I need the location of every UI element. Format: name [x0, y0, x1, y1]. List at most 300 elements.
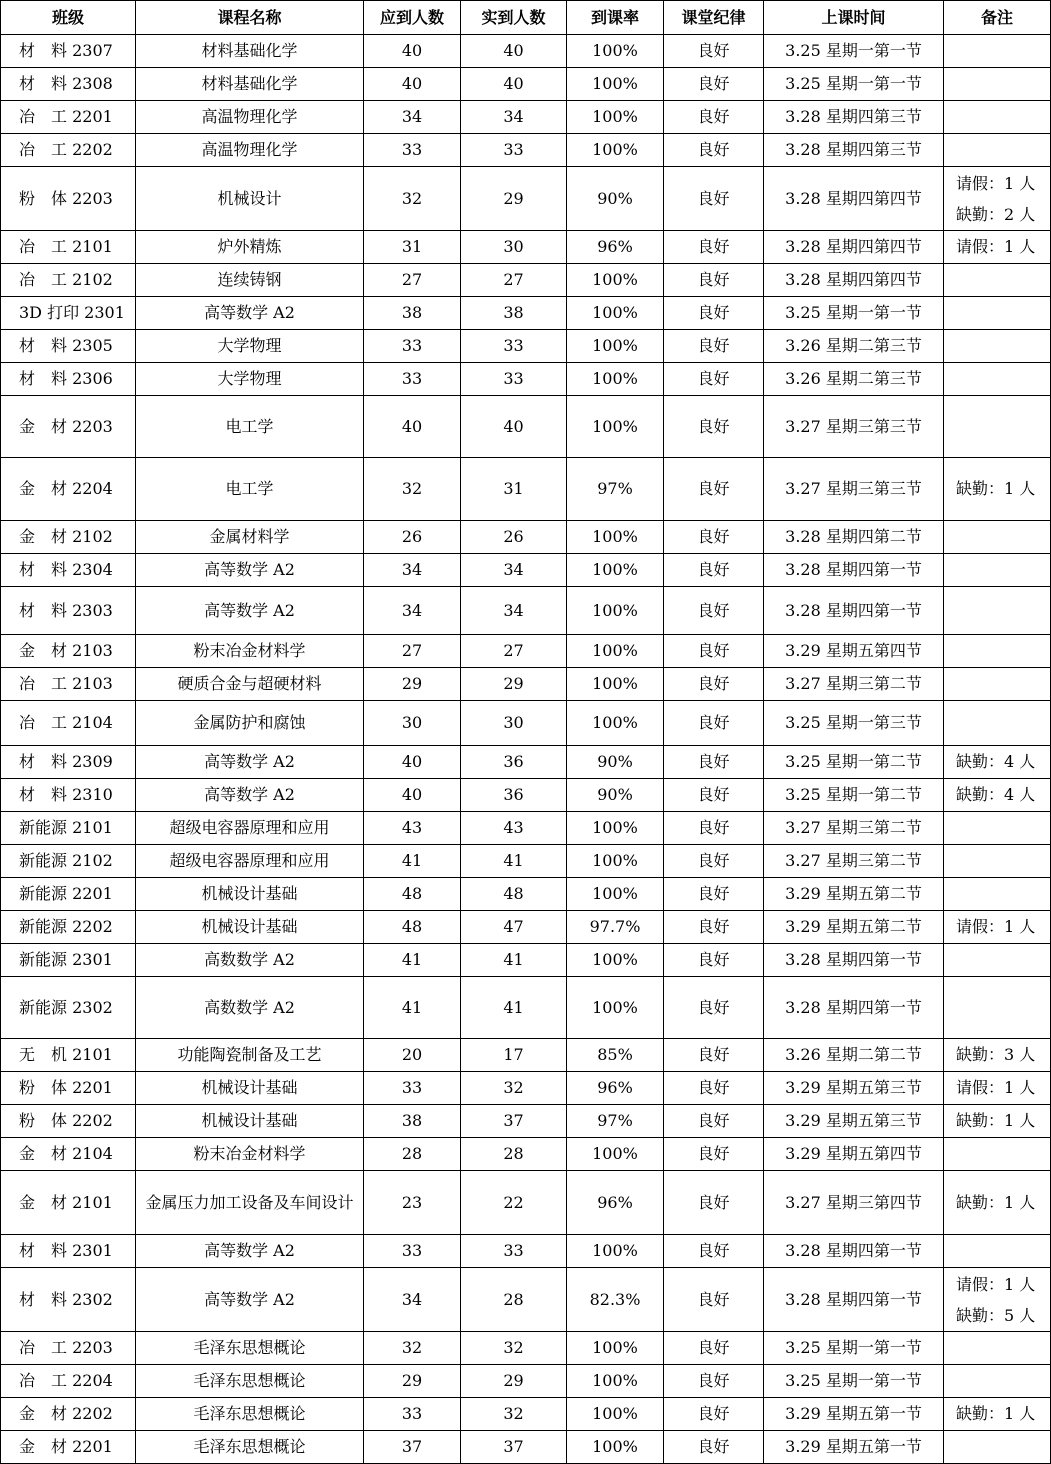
- header-rate: 到课率: [567, 1, 664, 35]
- cell-time: 3.29 星期五第二节: [764, 878, 944, 911]
- cell-expected: 27: [364, 264, 461, 297]
- cell-discipline: 良好: [664, 1105, 764, 1138]
- cell-expected: 32: [364, 458, 461, 521]
- cell-actual: 38: [461, 297, 567, 330]
- cell-expected: 41: [364, 944, 461, 977]
- cell-course: 炉外精炼: [136, 231, 364, 264]
- cell-discipline: 良好: [664, 845, 764, 878]
- cell-discipline: 良好: [664, 1398, 764, 1431]
- cell-course: 电工学: [136, 458, 364, 521]
- cell-note: [944, 330, 1051, 363]
- cell-discipline: 良好: [664, 1072, 764, 1105]
- cell-class: 材 料 2309: [1, 746, 136, 779]
- cell-note: [944, 668, 1051, 701]
- cell-class: 冶 工 2204: [1, 1365, 136, 1398]
- cell-actual: 32: [461, 1072, 567, 1105]
- cell-note: [944, 701, 1051, 746]
- cell-expected: 30: [364, 701, 461, 746]
- cell-discipline: 良好: [664, 1332, 764, 1365]
- cell-class: 新能源 2202: [1, 911, 136, 944]
- cell-course: 高数数学 A2: [136, 977, 364, 1039]
- cell-actual: 30: [461, 701, 567, 746]
- cell-class: 冶 工 2101: [1, 231, 136, 264]
- cell-time: 3.25 星期一第一节: [764, 1332, 944, 1365]
- cell-rate: 100%: [567, 1235, 664, 1268]
- cell-note: [944, 68, 1051, 101]
- cell-actual: 34: [461, 554, 567, 587]
- cell-class: 粉 体 2202: [1, 1105, 136, 1138]
- cell-rate: 90%: [567, 779, 664, 812]
- cell-note: 缺勤：4 人: [944, 746, 1051, 779]
- table-row: [1, 134, 1051, 167]
- cell-class: 冶 工 2104: [1, 701, 136, 746]
- cell-rate: 100%: [567, 812, 664, 845]
- cell-class: 冶 工 2201: [1, 101, 136, 134]
- cell-expected: 32: [364, 1332, 461, 1365]
- cell-expected: 40: [364, 35, 461, 68]
- cell-time: 3.28 星期四第一节: [764, 587, 944, 635]
- table-row: [1, 521, 1051, 554]
- header-expected: 应到人数: [364, 1, 461, 35]
- cell-time: 3.28 星期四第三节: [764, 134, 944, 167]
- table-row: [1, 977, 1051, 1039]
- cell-course: 粉末冶金材料学: [136, 635, 364, 668]
- cell-rate: 100%: [567, 134, 664, 167]
- table-row: [1, 1268, 1051, 1332]
- table-row: [1, 1332, 1051, 1365]
- cell-discipline: 良好: [664, 396, 764, 458]
- cell-note: 缺勤：1 人: [944, 1171, 1051, 1235]
- cell-actual: 34: [461, 587, 567, 635]
- cell-discipline: 良好: [664, 521, 764, 554]
- table-row: [1, 1138, 1051, 1171]
- cell-course: 机械设计: [136, 167, 364, 231]
- cell-course: 高等数学 A2: [136, 587, 364, 635]
- cell-course: 高等数学 A2: [136, 1235, 364, 1268]
- cell-class: 材 料 2308: [1, 68, 136, 101]
- cell-expected: 27: [364, 635, 461, 668]
- cell-course: 高数数学 A2: [136, 944, 364, 977]
- cell-class: 金 材 2204: [1, 458, 136, 521]
- cell-time: 3.28 星期四第一节: [764, 1235, 944, 1268]
- table-row: [1, 1105, 1051, 1138]
- cell-rate: 100%: [567, 878, 664, 911]
- cell-note: [944, 101, 1051, 134]
- cell-rate: 96%: [567, 231, 664, 264]
- cell-course: 材料基础化学: [136, 68, 364, 101]
- cell-expected: 33: [364, 363, 461, 396]
- cell-time: 3.25 星期一第二节: [764, 746, 944, 779]
- cell-actual: 33: [461, 134, 567, 167]
- cell-discipline: 良好: [664, 1431, 764, 1464]
- cell-rate: 100%: [567, 944, 664, 977]
- cell-note: [944, 878, 1051, 911]
- table-row: [1, 845, 1051, 878]
- cell-expected: 43: [364, 812, 461, 845]
- cell-note: [944, 845, 1051, 878]
- table-row: [1, 878, 1051, 911]
- cell-course: 硬质合金与超硬材料: [136, 668, 364, 701]
- table-row: [1, 812, 1051, 845]
- cell-expected: 40: [364, 779, 461, 812]
- cell-course: 金属防护和腐蚀: [136, 701, 364, 746]
- cell-class: 金 材 2104: [1, 1138, 136, 1171]
- cell-time: 3.27 星期三第三节: [764, 458, 944, 521]
- cell-note: [944, 396, 1051, 458]
- cell-note: 缺勤：1 人: [944, 458, 1051, 521]
- cell-time: 3.25 星期一第一节: [764, 297, 944, 330]
- cell-actual: 32: [461, 1398, 567, 1431]
- cell-class: 冶 工 2203: [1, 1332, 136, 1365]
- cell-note: [944, 264, 1051, 297]
- table-row: [1, 1398, 1051, 1431]
- cell-note: [944, 635, 1051, 668]
- cell-actual: 30: [461, 231, 567, 264]
- cell-actual: 17: [461, 1039, 567, 1072]
- cell-class: 材 料 2303: [1, 587, 136, 635]
- cell-time: 3.25 星期一第二节: [764, 779, 944, 812]
- cell-time: 3.28 星期四第一节: [764, 554, 944, 587]
- table-row: [1, 1039, 1051, 1072]
- cell-time: 3.26 星期二第二节: [764, 1039, 944, 1072]
- header-actual: 实到人数: [461, 1, 567, 35]
- cell-time: 3.26 星期二第三节: [764, 330, 944, 363]
- cell-course: 超级电容器原理和应用: [136, 845, 364, 878]
- cell-class: 金 材 2202: [1, 1398, 136, 1431]
- cell-note: 缺勤：3 人: [944, 1039, 1051, 1072]
- cell-discipline: 良好: [664, 911, 764, 944]
- cell-expected: 26: [364, 521, 461, 554]
- cell-rate: 100%: [567, 35, 664, 68]
- cell-course: 高温物理化学: [136, 101, 364, 134]
- cell-actual: 32: [461, 1332, 567, 1365]
- cell-expected: 34: [364, 587, 461, 635]
- cell-time: 3.28 星期四第二节: [764, 521, 944, 554]
- table-row: [1, 396, 1051, 458]
- cell-rate: 100%: [567, 1332, 664, 1365]
- cell-expected: 33: [364, 134, 461, 167]
- cell-class: 金 材 2101: [1, 1171, 136, 1235]
- cell-expected: 34: [364, 1268, 461, 1332]
- cell-time: 3.29 星期五第四节: [764, 635, 944, 668]
- table-row: [1, 1365, 1051, 1398]
- cell-discipline: 良好: [664, 458, 764, 521]
- cell-discipline: 良好: [664, 134, 764, 167]
- header-course: 课程名称: [136, 1, 364, 35]
- cell-rate: 100%: [567, 1431, 664, 1464]
- cell-expected: 41: [364, 845, 461, 878]
- cell-rate: 97%: [567, 1105, 664, 1138]
- cell-note: [944, 977, 1051, 1039]
- cell-actual: 37: [461, 1431, 567, 1464]
- cell-rate: 100%: [567, 701, 664, 746]
- cell-actual: 33: [461, 330, 567, 363]
- cell-note: 请假：1 人: [944, 911, 1051, 944]
- cell-class: 材 料 2304: [1, 554, 136, 587]
- cell-course: 机械设计基础: [136, 1072, 364, 1105]
- cell-actual: 28: [461, 1268, 567, 1332]
- cell-actual: 27: [461, 635, 567, 668]
- cell-discipline: 良好: [664, 635, 764, 668]
- cell-course: 金属压力加工设备及车间设计: [136, 1171, 364, 1235]
- cell-class: 新能源 2102: [1, 845, 136, 878]
- cell-class: 金 材 2103: [1, 635, 136, 668]
- cell-class: 材 料 2302: [1, 1268, 136, 1332]
- cell-actual: 41: [461, 977, 567, 1039]
- table-row: [1, 68, 1051, 101]
- table-row: [1, 944, 1051, 977]
- cell-course: 材料基础化学: [136, 35, 364, 68]
- cell-class: 新能源 2301: [1, 944, 136, 977]
- cell-expected: 38: [364, 1105, 461, 1138]
- cell-expected: 40: [364, 396, 461, 458]
- cell-class: 材 料 2307: [1, 35, 136, 68]
- cell-time: 3.27 星期三第四节: [764, 1171, 944, 1235]
- cell-note: 缺勤：4 人: [944, 779, 1051, 812]
- cell-discipline: 良好: [664, 68, 764, 101]
- cell-rate: 100%: [567, 330, 664, 363]
- cell-rate: 100%: [567, 668, 664, 701]
- table-row: [1, 587, 1051, 635]
- cell-rate: 85%: [567, 1039, 664, 1072]
- cell-discipline: 良好: [664, 1235, 764, 1268]
- cell-course: 大学物理: [136, 330, 364, 363]
- table-row: [1, 458, 1051, 521]
- cell-rate: 96%: [567, 1072, 664, 1105]
- cell-rate: 96%: [567, 1171, 664, 1235]
- cell-note: 请假：1 人 缺勤：2 人: [944, 167, 1051, 231]
- cell-class: 粉 体 2203: [1, 167, 136, 231]
- cell-class: 金 材 2201: [1, 1431, 136, 1464]
- cell-note: 缺勤：1 人: [944, 1398, 1051, 1431]
- table-row: [1, 167, 1051, 231]
- cell-time: 3.29 星期五第一节: [764, 1431, 944, 1464]
- header-discipline: 课堂纪律: [664, 1, 764, 35]
- table-row: [1, 911, 1051, 944]
- cell-actual: 34: [461, 101, 567, 134]
- cell-actual: 43: [461, 812, 567, 845]
- cell-class: 材 料 2301: [1, 1235, 136, 1268]
- cell-expected: 34: [364, 554, 461, 587]
- cell-expected: 33: [364, 1072, 461, 1105]
- cell-course: 机械设计基础: [136, 1105, 364, 1138]
- cell-discipline: 良好: [664, 1171, 764, 1235]
- cell-rate: 100%: [567, 264, 664, 297]
- cell-course: 高等数学 A2: [136, 779, 364, 812]
- cell-discipline: 良好: [664, 554, 764, 587]
- cell-note: [944, 297, 1051, 330]
- cell-time: 3.28 星期四第一节: [764, 1268, 944, 1332]
- cell-time: 3.25 星期一第三节: [764, 701, 944, 746]
- cell-course: 功能陶瓷制备及工艺: [136, 1039, 364, 1072]
- cell-course: 连续铸钢: [136, 264, 364, 297]
- cell-rate: 100%: [567, 1138, 664, 1171]
- cell-rate: 90%: [567, 746, 664, 779]
- cell-course: 高温物理化学: [136, 134, 364, 167]
- table-row: [1, 635, 1051, 668]
- cell-class: 冶 工 2202: [1, 134, 136, 167]
- table-row: [1, 297, 1051, 330]
- cell-time: 3.29 星期五第三节: [764, 1072, 944, 1105]
- cell-actual: 36: [461, 746, 567, 779]
- cell-note: [944, 1365, 1051, 1398]
- cell-course: 毛泽东思想概论: [136, 1431, 364, 1464]
- cell-actual: 33: [461, 1235, 567, 1268]
- cell-expected: 29: [364, 1365, 461, 1398]
- cell-time: 3.27 星期三第三节: [764, 396, 944, 458]
- cell-actual: 28: [461, 1138, 567, 1171]
- cell-actual: 48: [461, 878, 567, 911]
- cell-discipline: 良好: [664, 1268, 764, 1332]
- cell-note: [944, 554, 1051, 587]
- cell-course: 毛泽东思想概论: [136, 1332, 364, 1365]
- cell-discipline: 良好: [664, 231, 764, 264]
- cell-actual: 22: [461, 1171, 567, 1235]
- table-row: [1, 231, 1051, 264]
- cell-time: 3.25 星期一第一节: [764, 68, 944, 101]
- cell-class: 金 材 2102: [1, 521, 136, 554]
- cell-discipline: 良好: [664, 977, 764, 1039]
- cell-rate: 100%: [567, 363, 664, 396]
- cell-time: 3.25 星期一第一节: [764, 35, 944, 68]
- cell-time: 3.27 星期三第二节: [764, 812, 944, 845]
- cell-rate: 100%: [567, 635, 664, 668]
- header-note: 备注: [944, 1, 1051, 35]
- cell-time: 3.28 星期四第一节: [764, 944, 944, 977]
- cell-discipline: 良好: [664, 35, 764, 68]
- cell-discipline: 良好: [664, 297, 764, 330]
- cell-class: 无 机 2101: [1, 1039, 136, 1072]
- cell-discipline: 良好: [664, 1039, 764, 1072]
- cell-class: 新能源 2101: [1, 812, 136, 845]
- cell-class: 新能源 2201: [1, 878, 136, 911]
- cell-time: 3.25 星期一第一节: [764, 1365, 944, 1398]
- cell-expected: 40: [364, 746, 461, 779]
- cell-time: 3.28 星期四第四节: [764, 264, 944, 297]
- cell-discipline: 良好: [664, 587, 764, 635]
- cell-actual: 29: [461, 668, 567, 701]
- cell-course: 高等数学 A2: [136, 297, 364, 330]
- cell-expected: 29: [364, 668, 461, 701]
- cell-discipline: 良好: [664, 779, 764, 812]
- cell-rate: 82.3%: [567, 1268, 664, 1332]
- cell-rate: 100%: [567, 1398, 664, 1431]
- table-row: [1, 1072, 1051, 1105]
- cell-time: 3.28 星期四第三节: [764, 101, 944, 134]
- cell-class: 冶 工 2103: [1, 668, 136, 701]
- cell-time: 3.27 星期三第二节: [764, 845, 944, 878]
- cell-rate: 100%: [567, 521, 664, 554]
- cell-actual: 33: [461, 363, 567, 396]
- cell-expected: 28: [364, 1138, 461, 1171]
- cell-note: 请假：1 人: [944, 1072, 1051, 1105]
- cell-discipline: 良好: [664, 812, 764, 845]
- cell-expected: 32: [364, 167, 461, 231]
- cell-note: 缺勤：1 人: [944, 1105, 1051, 1138]
- cell-expected: 33: [364, 1398, 461, 1431]
- cell-course: 毛泽东思想概论: [136, 1365, 364, 1398]
- cell-expected: 40: [364, 68, 461, 101]
- cell-rate: 100%: [567, 977, 664, 1039]
- header-row: [1, 1, 1051, 35]
- table-row: [1, 101, 1051, 134]
- cell-note: [944, 1431, 1051, 1464]
- table-row: [1, 779, 1051, 812]
- cell-course: 机械设计基础: [136, 878, 364, 911]
- cell-course: 高等数学 A2: [136, 554, 364, 587]
- cell-class: 粉 体 2201: [1, 1072, 136, 1105]
- table-row: [1, 1235, 1051, 1268]
- header-class: 班级: [1, 1, 136, 35]
- cell-discipline: 良好: [664, 701, 764, 746]
- cell-note: [944, 587, 1051, 635]
- cell-note: [944, 35, 1051, 68]
- cell-note: [944, 1138, 1051, 1171]
- cell-note: [944, 944, 1051, 977]
- table-row: [1, 746, 1051, 779]
- table-row: [1, 1171, 1051, 1235]
- cell-course: 高等数学 A2: [136, 1268, 364, 1332]
- cell-note: [944, 812, 1051, 845]
- cell-discipline: 良好: [664, 363, 764, 396]
- cell-rate: 100%: [567, 396, 664, 458]
- cell-actual: 47: [461, 911, 567, 944]
- cell-time: 3.28 星期四第四节: [764, 231, 944, 264]
- cell-expected: 48: [364, 878, 461, 911]
- table-row: [1, 35, 1051, 68]
- cell-expected: 41: [364, 977, 461, 1039]
- cell-class: 材 料 2310: [1, 779, 136, 812]
- cell-discipline: 良好: [664, 264, 764, 297]
- table-row: [1, 554, 1051, 587]
- cell-class: 金 材 2203: [1, 396, 136, 458]
- cell-course: 机械设计基础: [136, 911, 364, 944]
- cell-course: 电工学: [136, 396, 364, 458]
- cell-note: [944, 363, 1051, 396]
- cell-actual: 40: [461, 396, 567, 458]
- cell-expected: 33: [364, 1235, 461, 1268]
- cell-actual: 40: [461, 68, 567, 101]
- cell-course: 毛泽东思想概论: [136, 1398, 364, 1431]
- cell-rate: 100%: [567, 1365, 664, 1398]
- table-row: [1, 701, 1051, 746]
- table-row: [1, 330, 1051, 363]
- cell-discipline: 良好: [664, 944, 764, 977]
- table-row: [1, 363, 1051, 396]
- cell-actual: 26: [461, 521, 567, 554]
- cell-note: [944, 521, 1051, 554]
- cell-rate: 100%: [567, 101, 664, 134]
- cell-class: 材 料 2306: [1, 363, 136, 396]
- cell-note: 请假：1 人 缺勤：5 人: [944, 1268, 1051, 1332]
- cell-rate: 100%: [567, 845, 664, 878]
- cell-course: 粉末冶金材料学: [136, 1138, 364, 1171]
- cell-rate: 100%: [567, 587, 664, 635]
- table-row: [1, 668, 1051, 701]
- cell-actual: 29: [461, 1365, 567, 1398]
- cell-rate: 100%: [567, 554, 664, 587]
- cell-time: 3.27 星期三第二节: [764, 668, 944, 701]
- cell-discipline: 良好: [664, 878, 764, 911]
- cell-course: 金属材料学: [136, 521, 364, 554]
- cell-actual: 29: [461, 167, 567, 231]
- cell-note: [944, 134, 1051, 167]
- header-time: 上课时间: [764, 1, 944, 35]
- cell-expected: 23: [364, 1171, 461, 1235]
- cell-discipline: 良好: [664, 746, 764, 779]
- cell-note: 请假：1 人: [944, 231, 1051, 264]
- table-row: [1, 264, 1051, 297]
